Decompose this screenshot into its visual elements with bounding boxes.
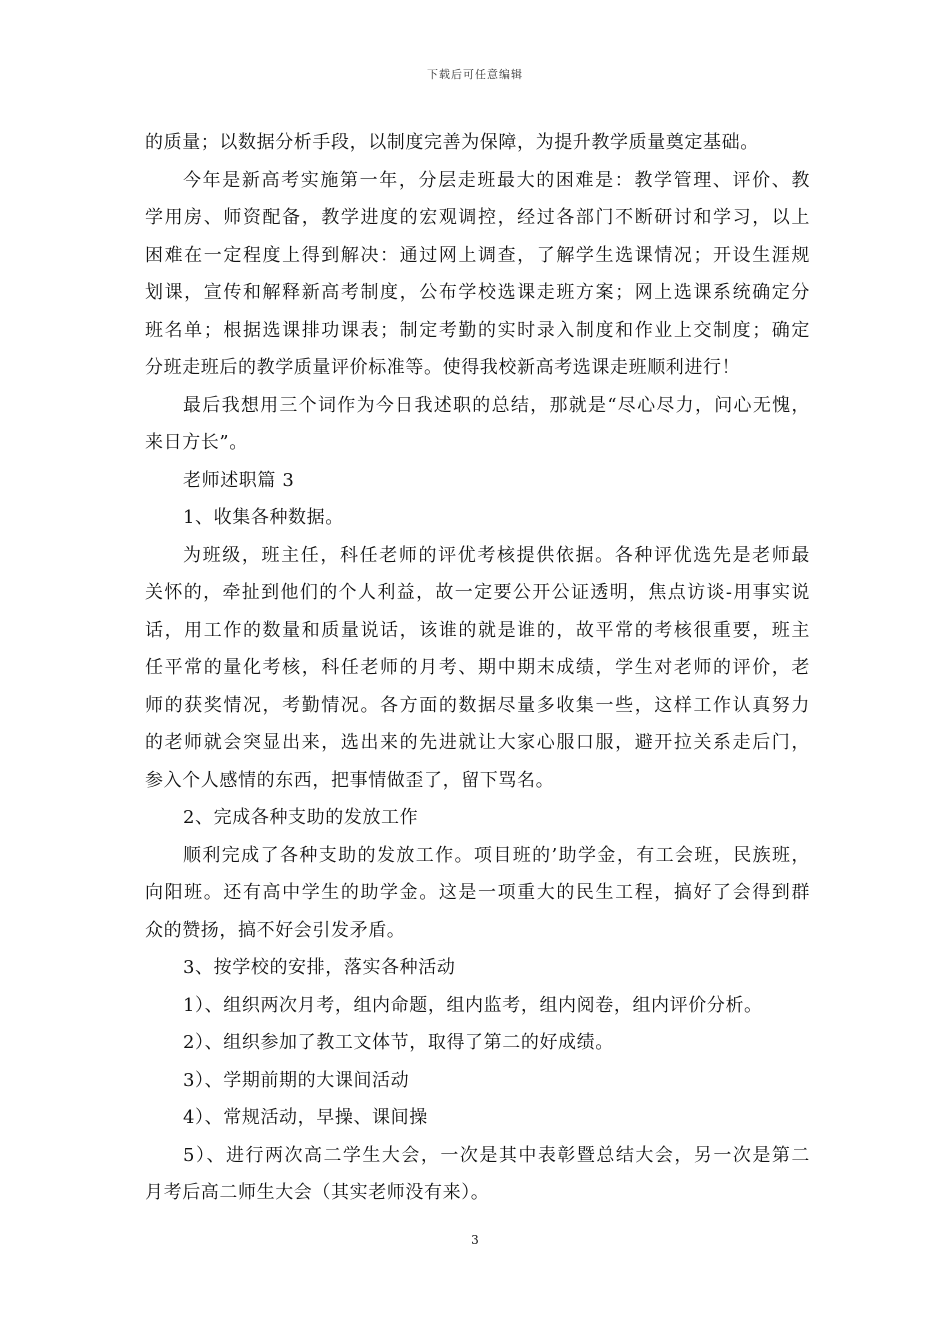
text-line: 分班走班后的教学质量评价标准等。使得我校新高考选课走班顺利进行！ xyxy=(145,357,741,378)
text-line: 参入个人感情的东西，把事情做歪了，留下骂名。 xyxy=(145,769,555,791)
text-line: 任平常的量化考核，科任老师的月考、期中期末成绩，学生对老师的评价，老 xyxy=(145,657,810,678)
text-line: 5）、进行两次高二学生大会，一次是其中表彰暨总结大会，另一次是第二 xyxy=(183,1144,810,1166)
text-line: 众的赞扬，搞不好会引发矛盾。 xyxy=(145,919,406,941)
text-line: 月考后高二师生大会（其实老师没有来）。 xyxy=(145,1182,490,1203)
text-line: 3、按学校的安排，落实各种活动 xyxy=(183,957,456,978)
page-header: 下载后可任意编辑 xyxy=(427,68,523,81)
text-line: 老师述职篇 3 xyxy=(183,469,295,491)
text-line: 班名单；根据选课排功课表；制定考勤的实时录入制度和作业上交制度；确定 xyxy=(145,319,810,341)
document-body xyxy=(145,124,810,1212)
text-line: 关怀的，牵扯到他们的个人利益，故一定要公开公证透明，焦点访谈-用事实说 xyxy=(145,582,810,603)
text-line: 最后我想用三个词作为今日我述职的总结，那就是“尽心尽力，问心无愧， xyxy=(183,394,810,416)
text-line: 1）、组织两次月考，组内命题，组内监考，组内阅卷，组内评价分析。 xyxy=(183,994,763,1016)
text-line: 困难在一定程度上得到解决：通过网上调查，了解学生选课情况；开设生涯规 xyxy=(145,244,810,266)
text-line: 来日方长”。 xyxy=(145,432,248,453)
text-line: 1、收集各种数据。 xyxy=(183,507,344,528)
text-line: 2）、组织参加了教工文体节，取得了第二的好成绩。 xyxy=(183,1032,614,1053)
text-line: 师的获奖情况，考勤情况。各方面的数据尽量多收集一些，这样工作认真努力 xyxy=(145,694,810,716)
text-line: 今年是新高考实施第一年，分层走班最大的困难是：教学管理、评价、教 xyxy=(183,169,810,191)
text-line: 划课，宣传和解释新高考制度，公布学校选课走班方案；网上选课系统确定分 xyxy=(145,282,810,303)
text-line: 为班级，班主任，科任老师的评优考核提供依据。各种评优选先是老师最 xyxy=(183,544,810,566)
text-line: 3）、学期前期的大课间活动 xyxy=(183,1069,410,1091)
text-line: 4）、常规活动，早操、课间操 xyxy=(183,1107,428,1128)
text-line: 的老师就会突显出来，选出来的先进就让大家心服口服，避开拉关系走后门， xyxy=(145,732,810,753)
text-line: 学用房、师资配备，教学进度的宏观调控，经过各部门不断研讨和学习，以上 xyxy=(145,207,810,228)
text-line: 向阳班。还有高中学生的助学金。这是一项重大的民生工程，搞好了会得到群 xyxy=(145,882,810,903)
text-line: 话，用工作的数量和质量说话，该谁的就是谁的，故平常的考核很重要，班主 xyxy=(145,619,810,641)
text-line: 顺利完成了各种支助的发放工作。项目班的’助学金，有工会班，民族班， xyxy=(183,844,810,866)
text-line: 的质量；以数据分析手段，以制度完善为保障，为提升教学质量奠定基础。 xyxy=(145,132,759,153)
text-line: 2、完成各种支助的发放工作 xyxy=(183,807,419,828)
page-number: 3 xyxy=(471,1233,479,1247)
